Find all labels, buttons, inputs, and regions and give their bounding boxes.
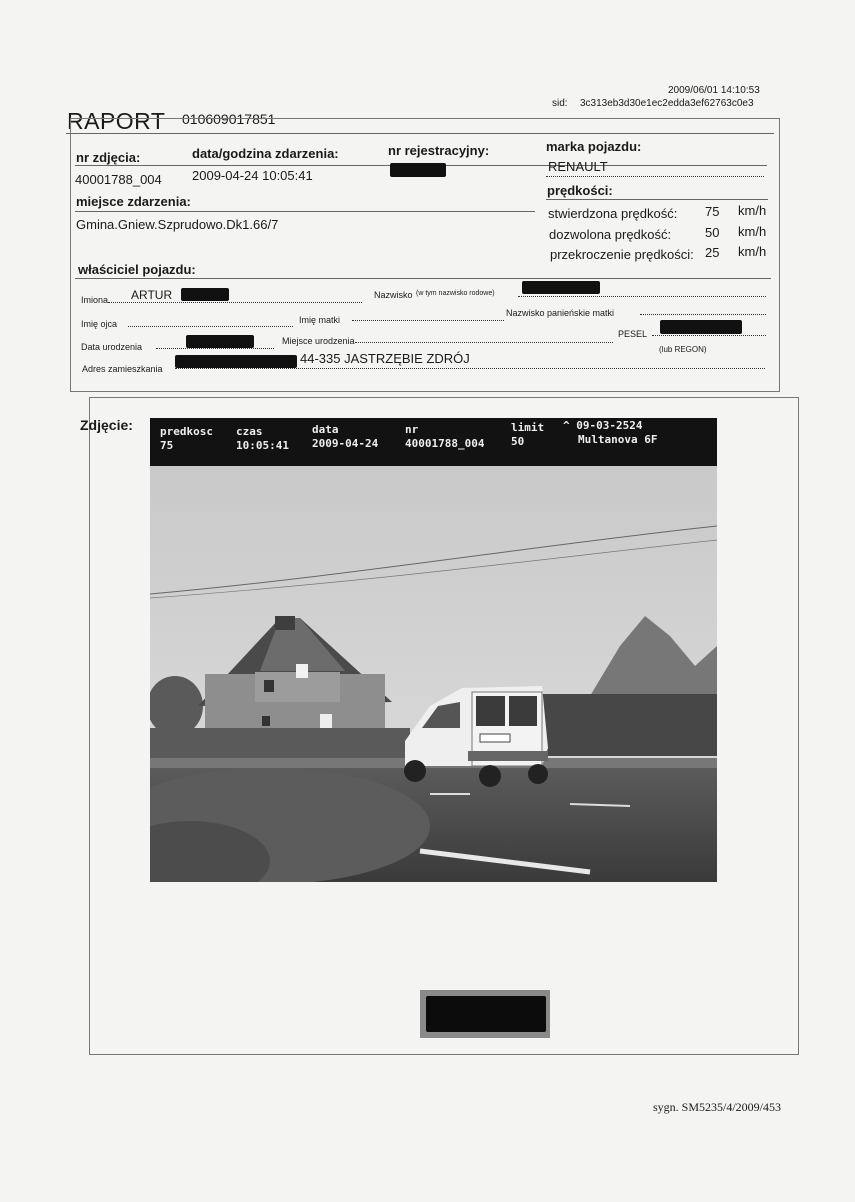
address-line bbox=[175, 368, 765, 369]
location-label: miejsce zdarzenia: bbox=[76, 194, 191, 209]
band-device-name: Multanova 6F bbox=[578, 433, 658, 446]
photo-section-label: Zdjęcie: bbox=[80, 417, 133, 433]
report-title: RAPORT bbox=[67, 108, 166, 134]
band-date-label: data bbox=[312, 423, 339, 436]
address-value: 44-335 JASTRZĘBIE ZDRÓJ bbox=[300, 351, 470, 366]
band-limit-label: limit bbox=[511, 421, 545, 434]
first-names-label: Imiona bbox=[81, 295, 109, 305]
speeds-label: prędkości: bbox=[547, 183, 613, 198]
brand-dotted-line bbox=[546, 176, 764, 177]
location-rule bbox=[75, 211, 535, 212]
band-speed-value: 75 bbox=[160, 439, 174, 452]
address-label: Adres zamieszkania bbox=[82, 364, 163, 374]
address-redaction bbox=[175, 355, 297, 368]
allowed-speed-unit: km/h bbox=[738, 224, 767, 239]
mother-name-line bbox=[352, 320, 504, 321]
birth-date-label: Data urodzenia bbox=[81, 342, 143, 352]
first-names-value: ARTUR bbox=[131, 288, 173, 302]
band-device-code: ^ 09-03-2524 bbox=[563, 419, 643, 432]
camera-data-band bbox=[150, 418, 717, 466]
father-name-label: Imię ojca bbox=[81, 319, 118, 329]
exceeded-speed-unit: km/h bbox=[738, 244, 767, 259]
first-names-redaction bbox=[181, 288, 229, 301]
pesel-redaction bbox=[660, 320, 742, 334]
father-name-line bbox=[128, 326, 293, 327]
birth-place-label: Miejsce urodzenia bbox=[282, 336, 355, 346]
surname-line bbox=[518, 296, 766, 297]
speeds-rule bbox=[546, 199, 768, 200]
measured-speed-label: stwierdzona prędkość: bbox=[548, 206, 678, 221]
band-nr-value: 40001788_004 bbox=[405, 437, 485, 450]
birth-date-redaction bbox=[186, 335, 254, 348]
location-value: Gmina.Gniew.Szprudowo.Dk1.66/7 bbox=[76, 217, 279, 232]
brand-label: marka pojazdu: bbox=[546, 139, 642, 154]
measured-speed-unit: km/h bbox=[738, 203, 767, 218]
band-date-value: 2009-04-24 bbox=[312, 437, 379, 450]
birth-place-line bbox=[355, 342, 613, 343]
band-limit-value: 50 bbox=[511, 435, 525, 448]
band-time-value: 10:05:41 bbox=[236, 439, 289, 452]
speed-camera-photo bbox=[150, 466, 717, 882]
band-speed-label: predkosc bbox=[160, 425, 213, 438]
allowed-speed-value: 50 bbox=[705, 225, 720, 240]
surname-redaction bbox=[522, 281, 600, 294]
surname-label: Nazwisko bbox=[374, 290, 413, 300]
pesel-line bbox=[652, 335, 766, 336]
regon-note: (lub REGON) bbox=[659, 345, 707, 354]
registration-label: nr rejestracyjny: bbox=[388, 143, 490, 158]
sid-value: 3c313eb3d30e1ec2edda3ef62763c0e3 bbox=[580, 98, 754, 109]
stamp-redaction bbox=[426, 996, 546, 1032]
brand-value: RENAULT bbox=[548, 159, 608, 174]
report-number: 010609017851 bbox=[182, 111, 276, 127]
birth-date-line bbox=[156, 348, 274, 349]
photo-number-label: nr zdjęcia: bbox=[76, 150, 141, 165]
mother-maiden-label: Nazwisko panieńskie matki bbox=[506, 308, 615, 318]
band-nr-label: nr bbox=[405, 423, 419, 436]
photo-number-value: 40001788_004 bbox=[75, 172, 162, 187]
registration-redaction bbox=[390, 163, 446, 177]
exceeded-speed-value: 25 bbox=[705, 245, 720, 260]
band-time-label: czas bbox=[236, 425, 263, 438]
owner-section-label: właściciel pojazdu: bbox=[78, 262, 196, 277]
mother-name-label: Imię matki bbox=[299, 315, 341, 325]
owner-rule bbox=[75, 278, 771, 279]
sid-label: sid: bbox=[552, 98, 568, 109]
datetime-label: data/godzina zdarzenia: bbox=[192, 146, 339, 161]
mother-maiden-line bbox=[640, 314, 766, 315]
road-scene-image bbox=[150, 466, 717, 882]
measured-speed-value: 75 bbox=[705, 204, 720, 219]
report-timestamp: 2009/06/01 14:10:53 bbox=[668, 85, 760, 96]
surname-note: (w tym nazwisko rodowe) bbox=[416, 290, 495, 297]
allowed-speed-label: dozwolona prędkość: bbox=[549, 227, 672, 242]
first-names-line bbox=[108, 302, 362, 303]
signature-reference: sygn. SM5235/4/2009/453 bbox=[653, 1100, 782, 1114]
exceeded-speed-label: przekroczenie prędkości: bbox=[550, 247, 694, 262]
datetime-value: 2009-04-24 10:05:41 bbox=[192, 168, 313, 183]
pesel-label: PESEL bbox=[618, 329, 648, 339]
